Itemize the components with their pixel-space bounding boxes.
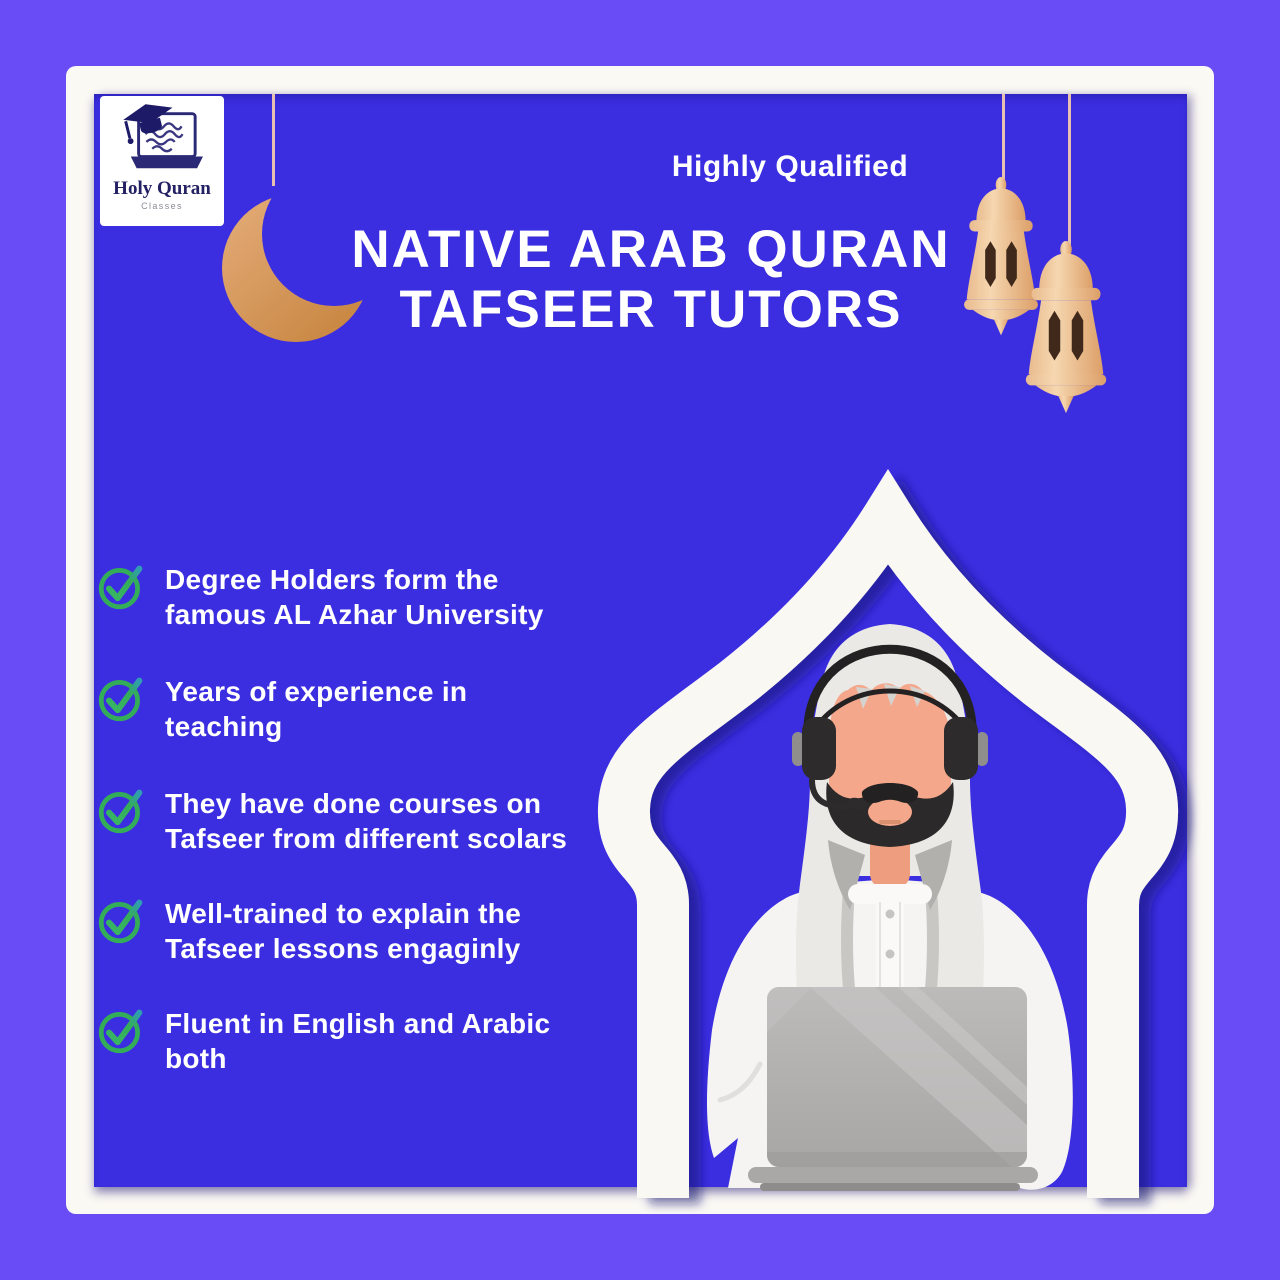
checklist-item-text (165, 560, 544, 632)
graduation-cap-laptop-icon (112, 100, 212, 178)
checklist-item (96, 784, 656, 856)
checklist-line: Tafseer lessons engaginly (165, 933, 521, 964)
check-circle-icon (96, 560, 148, 612)
checklist-line: famous AL Azhar University (165, 599, 544, 630)
logo-title: Holy Quran (113, 178, 211, 199)
checklist-item (96, 560, 656, 632)
page-title (316, 220, 986, 340)
checklist-item (96, 1004, 656, 1076)
lantern-icon (1016, 240, 1116, 417)
checklist-line: They have done courses on (165, 788, 542, 819)
checklist-item-text (165, 894, 521, 966)
checklist-line: Fluent in English and Arabic (165, 1008, 551, 1039)
logo-subtitle: Classes (141, 201, 183, 211)
check-circle-icon (96, 672, 148, 724)
checklist-line: Tafseer from different scolars (165, 823, 568, 854)
checklist-line: teaching (165, 711, 283, 742)
check-circle-icon (96, 1004, 148, 1056)
check-circle-icon (96, 894, 148, 946)
checklist-line: both (165, 1043, 227, 1074)
lantern-string (1002, 94, 1005, 182)
check-circle-icon (96, 784, 148, 836)
tutor-illustration (660, 540, 1120, 1190)
checklist-item-text (165, 1004, 550, 1076)
logo-card (100, 96, 224, 226)
page-title-line2: TAFSEER TUTORS (399, 280, 903, 339)
checklist-item-text (165, 784, 567, 856)
checklist-line: Degree Holders form the (165, 564, 499, 595)
eyebrow-text: Highly Qualified (671, 150, 909, 183)
checklist-item (96, 672, 656, 744)
checklist-line: Years of experience in (165, 676, 468, 707)
lantern-string (1068, 94, 1071, 246)
checklist-item-text (165, 672, 467, 744)
page-title-line1: NATIVE ARAB QURAN (351, 220, 951, 279)
checklist-line: Well-trained to explain the (165, 898, 522, 929)
moon-string (272, 94, 275, 186)
checklist-item (96, 894, 656, 966)
